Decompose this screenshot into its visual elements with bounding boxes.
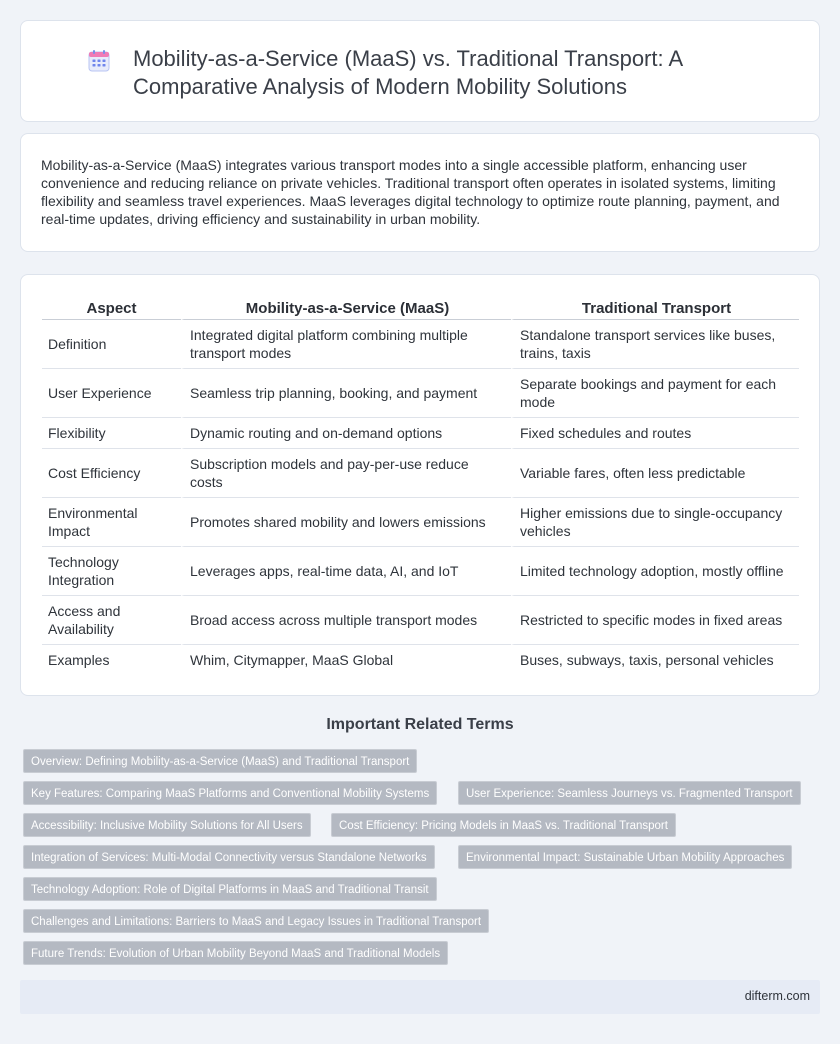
comparison-table-card (20, 274, 820, 696)
related-term-tag[interactable]: Integration of Services: Multi-Modal Connectivity versus Standalone Networks (23, 845, 435, 869)
related-term-tag[interactable]: Overview: Defining Mobility-as-a-Service (MaaS) and Traditional Transport (23, 749, 417, 773)
site-name[interactable]: difterm.com (744, 989, 810, 1003)
cell-aspect: Cost Efficiency (42, 448, 181, 497)
cell-maas: Promotes shared mobility and lowers emissions (181, 497, 511, 546)
cell-maas: Subscription models and pay-per-use reduce costs (181, 448, 511, 497)
related-term-tag[interactable]: User Experience: Seamless Journeys vs. Fragmented Transport (458, 781, 801, 805)
footer (20, 980, 820, 1014)
cell-aspect: Access and Availability (42, 595, 181, 644)
cell-aspect: Definition (42, 319, 181, 368)
related-term-tag[interactable]: Cost Efficiency: Pricing Models in MaaS vs. Traditional Transport (331, 813, 676, 837)
cell-traditional: Limited technology adoption, mostly offline (511, 546, 799, 595)
table-row (42, 595, 799, 644)
cell-traditional: Higher emissions due to single-occupancy vehicles (511, 497, 799, 546)
cell-maas: Dynamic routing and on-demand options (181, 417, 511, 448)
title-card (20, 20, 820, 122)
related-term-tag[interactable]: Accessibility: Inclusive Mobility Solutions for All Users (23, 813, 311, 837)
cell-traditional: Standalone transport services like buses, trains, taxis (511, 319, 799, 368)
table-row (42, 368, 799, 417)
table-row (42, 546, 799, 595)
related-term-tag[interactable]: Challenges and Limitations: Barriers to MaaS and Legacy Issues in Traditional Transport (23, 909, 489, 933)
header-traditional: Traditional Transport (511, 297, 799, 319)
cell-traditional: Restricted to specific modes in fixed areas (511, 595, 799, 644)
table-row (42, 417, 799, 448)
summary-text: Mobility-as-a-Service (MaaS) integrates various transport modes into a single accessible platform, enhancing user convenience and reducing reliance on private vehicles. Traditional transport often operates in isolated systems, limiting flexibility and seamless travel experiences. MaaS leverages digital technology to optimize route planning, payment, and real-time updates, driving efficiency and sustainability in urban mobility. (41, 157, 780, 227)
cell-traditional: Separate bookings and payment for each mode (511, 368, 799, 417)
page-title: Mobility-as-a-Service (MaaS) vs. Traditional Transport: A Comparative Analysis of Modern Mobility Solutions (133, 46, 682, 99)
cell-aspect: Technology Integration (42, 546, 181, 595)
related-term-tag[interactable]: Future Trends: Evolution of Urban Mobility Beyond MaaS and Traditional Models (23, 941, 448, 965)
header-maas: Mobility-as-a-Service (MaaS) (181, 297, 511, 319)
related-term-tag[interactable]: Environmental Impact: Sustainable Urban Mobility Approaches (458, 845, 792, 869)
summary-card (20, 133, 820, 252)
table-header-row (42, 297, 799, 319)
cell-maas: Broad access across multiple transport modes (181, 595, 511, 644)
table-row (42, 319, 799, 368)
related-term-tag[interactable]: Key Features: Comparing MaaS Platforms and Conventional Mobility Systems (23, 781, 437, 805)
header-aspect: Aspect (86, 300, 137, 317)
related-term-tag[interactable]: Technology Adoption: Role of Digital Platforms in MaaS and Traditional Transit (23, 877, 437, 901)
cell-traditional: Buses, subways, taxis, personal vehicles (511, 644, 799, 675)
cell-aspect: Environmental Impact (42, 497, 181, 546)
related-terms-heading: Important Related Terms (326, 716, 514, 733)
cell-maas: Whim, Citymapper, MaaS Global (181, 644, 511, 675)
cell-maas: Leverages apps, real-time data, AI, and IoT (181, 546, 511, 595)
cell-aspect: Examples (42, 644, 181, 675)
cell-aspect: Flexibility (42, 417, 181, 448)
comparison-table (42, 297, 799, 675)
table-row (42, 448, 799, 497)
calendar-grid-icon (87, 49, 111, 73)
cell-maas: Integrated digital platform combining multiple transport modes (181, 319, 511, 368)
table-row (42, 497, 799, 546)
cell-maas: Seamless trip planning, booking, and payment (181, 368, 511, 417)
cell-traditional: Fixed schedules and routes (511, 417, 799, 448)
cell-aspect: User Experience (42, 368, 181, 417)
cell-traditional: Variable fares, often less predictable (511, 448, 799, 497)
table-row (42, 644, 799, 675)
